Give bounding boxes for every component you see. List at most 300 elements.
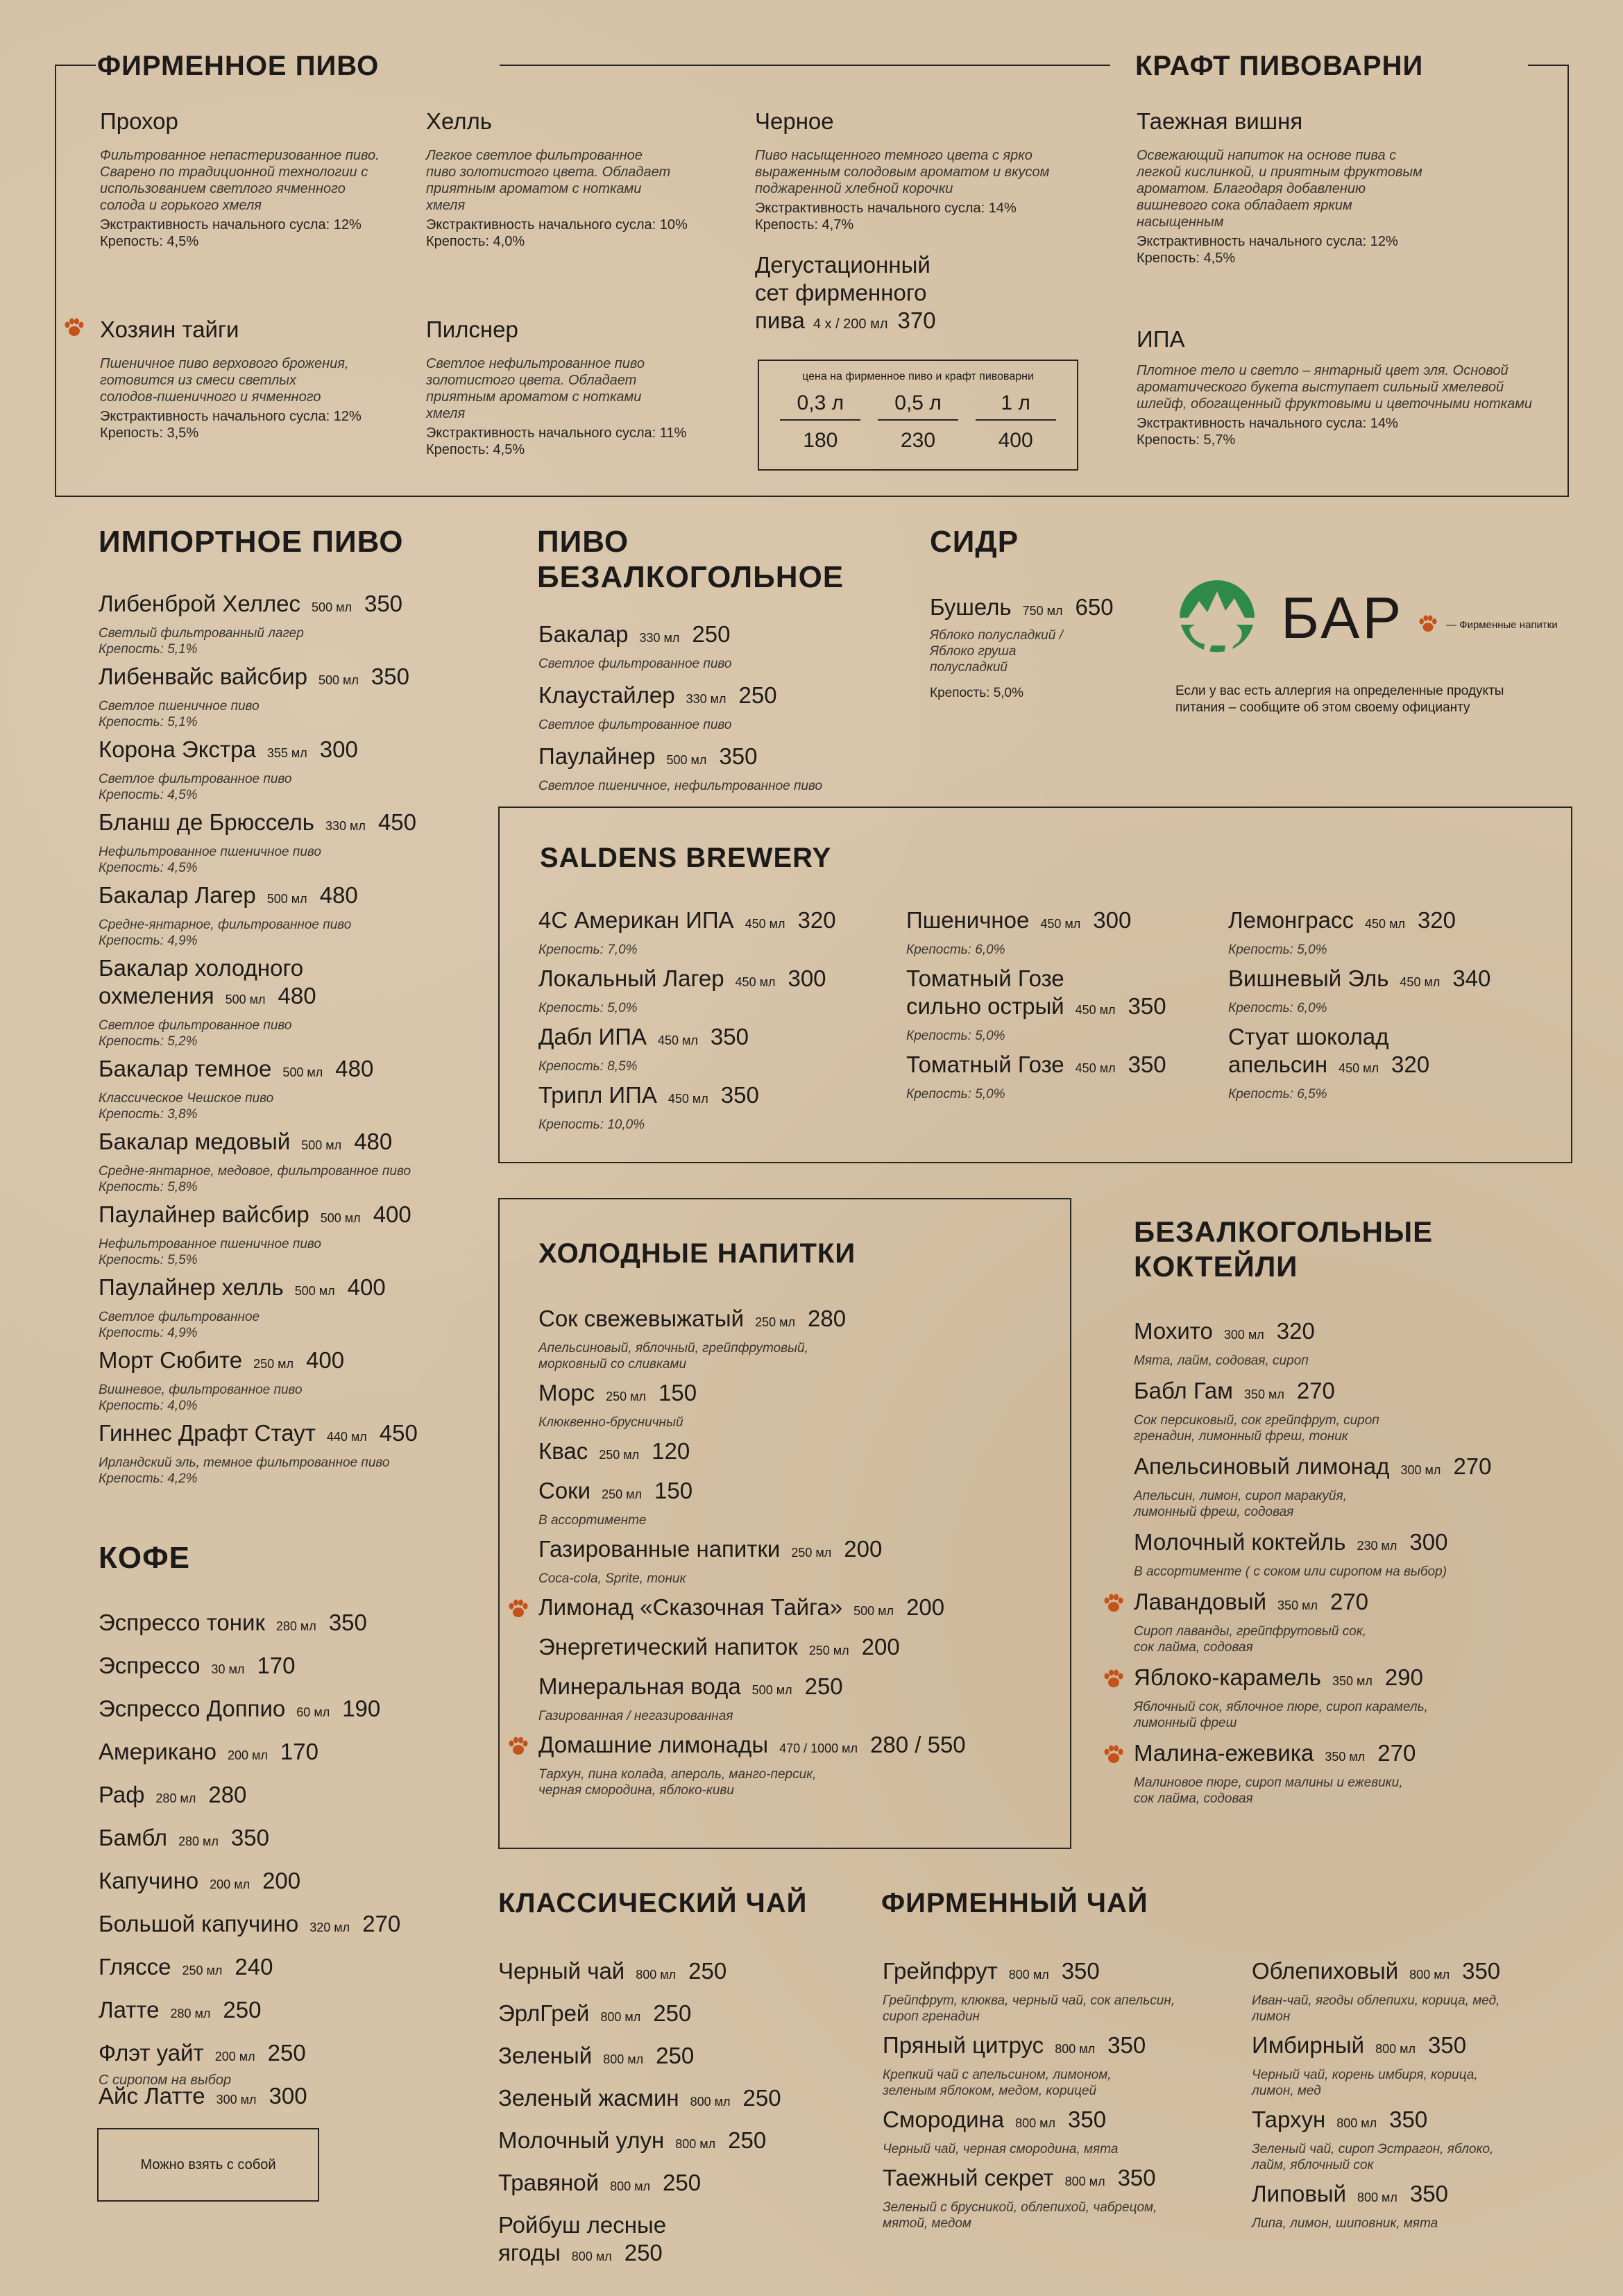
item-name: Липовый: [1252, 2181, 1346, 2206]
item-name: ЭрлГрей: [498, 2000, 590, 2026]
beer-abv: Крепость: 4,5%: [100, 234, 199, 249]
item-volume: 450 мл: [1365, 917, 1405, 931]
menu-item: [99, 1910, 515, 1943]
signature-tea-col-2: [1252, 1957, 1578, 2238]
item-volume: 280 мл: [155, 1791, 196, 1805]
item-row: [538, 1673, 1052, 1705]
item-row: [99, 1953, 515, 1986]
menu-item: [99, 1274, 487, 1341]
item-price: 350: [1117, 2165, 1156, 2191]
menu-item: [1134, 1453, 1578, 1520]
item-volume: 230 мл: [1357, 1539, 1397, 1553]
item-price: 270: [1296, 1378, 1335, 1403]
item-volume: 350 мл: [1332, 1674, 1373, 1688]
item-price: 240: [235, 1954, 273, 1980]
classic-tea-title: КЛАССИЧЕСКИЙ ЧАЙ: [498, 1888, 808, 1918]
coffee-title: КОФЕ: [99, 1541, 190, 1575]
item-volume: 450 мл: [735, 975, 776, 989]
item-desc: Крепость: 4,0%: [99, 1399, 198, 1413]
item-price: 350: [1107, 2032, 1146, 2058]
item-row: [1134, 1739, 1578, 1772]
item-name: Грейпфрут: [883, 1958, 998, 1984]
item-price: 400: [347, 1274, 386, 1300]
item-volume: 800 мл: [1409, 1968, 1450, 1982]
item-volume: 450 мл: [658, 1033, 698, 1047]
item-price: 350: [328, 1610, 367, 1635]
item-name: Бакалар: [538, 621, 629, 647]
nonalc-beer-title: [537, 525, 844, 595]
item-price: 350: [1389, 2107, 1428, 2132]
item-volume: 200 мл: [214, 2050, 255, 2063]
item-price: 350: [1462, 1958, 1501, 1984]
menu-item: [99, 2039, 515, 2072]
item-row: [1134, 1453, 1578, 1485]
item-volume: 300 мл: [1223, 1328, 1264, 1342]
item-row: [538, 1633, 1052, 1666]
beer-desc: Светлое нефильтрованное пиво золотистого цвета. Обладает приятным ароматом с нотками хмеля: [426, 356, 645, 421]
menu-item: [538, 1535, 1052, 1587]
item-volume: 200 мл: [210, 1877, 250, 1891]
item-row: [498, 2169, 873, 2202]
item-row: [906, 1051, 1225, 1083]
item-price: 200: [262, 1868, 301, 1893]
item-price: 350: [364, 591, 403, 616]
item-volume: 450 мл: [1400, 975, 1441, 989]
menu-item: [1134, 1377, 1578, 1444]
item-volume: 330 мл: [639, 631, 680, 645]
tasting-line: пива: [755, 307, 805, 333]
beer-extract: Экстрактивность начального сусла: 12%: [1137, 234, 1398, 249]
beer-hell: [426, 108, 724, 250]
bear-logo-icon: [1175, 576, 1259, 659]
item-row: [538, 1594, 1052, 1626]
item-price: 270: [1377, 1740, 1416, 1766]
item-volume: 250 мл: [755, 1315, 796, 1329]
beer-extract: Экстрактивность начального сусла: 10%: [426, 217, 688, 233]
beer-extract: Экстрактивность начального сусла: 14%: [755, 201, 1017, 216]
item-desc: Мята, лайм, содовая, сироп: [1134, 1353, 1309, 1368]
item-name: Морс: [538, 1380, 595, 1406]
menu-item: [1134, 1317, 1578, 1369]
item-price: 250: [688, 1958, 727, 1984]
item-price: 250: [267, 2040, 306, 2066]
item-name: Облепиховый: [1252, 1958, 1399, 1984]
item-row: [99, 1274, 487, 1306]
item-row: [906, 906, 1225, 939]
menu-item: [99, 1609, 515, 1641]
menu-item: [1134, 1588, 1578, 1655]
menu-item: [99, 1953, 515, 1986]
item-volume: 800 мл: [610, 2179, 650, 2193]
item-volume: 250 мл: [606, 1390, 646, 1403]
item-desc: Крепкий чай с апельсином, лимоном,: [883, 2068, 1112, 2082]
item-price: 150: [654, 1478, 693, 1503]
menu-item: [498, 2211, 873, 2272]
item-row: [99, 1695, 515, 1728]
allergy-line: питания – сообщите об этом своему официанту: [1175, 700, 1470, 715]
menu-item: [99, 736, 487, 803]
menu-item: [99, 1652, 515, 1685]
item-desc: черная смородина, яблоко-киви: [538, 1783, 734, 1798]
item-desc: Крепость: 5,0%: [906, 1029, 1005, 1043]
item-volume: 800 мл: [1055, 2042, 1096, 2056]
item-desc: Крепость: 5,8%: [99, 1180, 198, 1195]
item-price: 120: [652, 1438, 690, 1464]
item-row: [99, 1867, 515, 1900]
item-volume: 250 мл: [182, 1964, 223, 1977]
item-desc: лимонный фреш: [1134, 1716, 1237, 1730]
item-price: 350: [1128, 1052, 1166, 1077]
item-desc: Сок персиковый, сок грейпфрут, сироп: [1134, 1413, 1379, 1428]
tasting-price: 370: [897, 307, 936, 333]
item-desc: Тархун, пина колада, апероль, манго-персик,: [538, 1767, 817, 1782]
menu-item: [498, 2084, 873, 2117]
item-name: Раф: [99, 1782, 145, 1807]
item-row: [99, 663, 487, 695]
item-volume: 30 мл: [211, 1662, 245, 1676]
item-price: 250: [656, 2043, 695, 2068]
item-name: Соки: [538, 1478, 591, 1503]
beer-extract: Экстрактивность начального сусла: 11%: [426, 425, 687, 441]
tasting-line: Дегустационный: [755, 252, 931, 278]
beer-name: ИПА: [1137, 326, 1185, 352]
item-price: 400: [306, 1347, 345, 1373]
menu-item: [1252, 2106, 1578, 2173]
item-desc: Вишневое, фильтрованное пиво: [99, 1383, 303, 1397]
item-desc: Крепость: 5,0%: [1228, 943, 1327, 957]
item-desc: В ассортименте: [538, 1513, 647, 1528]
item-desc: Средне-янтарное, медовое, фильтрованное пиво: [99, 1164, 411, 1179]
menu-item: [99, 1824, 515, 1857]
signature-tea-col-1: [883, 1957, 1243, 2238]
item-price: 170: [257, 1653, 296, 1678]
item-name: Бакалар темное: [99, 1056, 272, 1081]
item-row: [538, 965, 899, 997]
imported-beer-list: [99, 590, 487, 1492]
item-name: Молочный коктейль: [1134, 1529, 1346, 1555]
item-row: [99, 1419, 487, 1452]
item-volume: 450 мл: [1075, 1061, 1116, 1075]
item-row: [99, 1055, 487, 1088]
size-label: 0,5 л: [878, 391, 958, 421]
item-row: [538, 1477, 1052, 1510]
menu-item: [883, 2106, 1243, 2157]
allergy-notice: [1175, 683, 1504, 716]
item-row: [99, 809, 487, 841]
title-line: БЕЗАЛКОГОЛЬНОЕ: [537, 559, 844, 594]
item-name: Вишневый Эль: [1228, 965, 1389, 991]
item-volume: 280 мл: [178, 1834, 219, 1848]
item-name: Зеленый жасмин: [498, 2085, 679, 2111]
size-price: 180: [803, 429, 838, 452]
item-desc: Малиновое пюре, сироп малины и ежевики,: [1134, 1775, 1403, 1790]
item-name: Лимонад «Сказочная Тайга»: [538, 1594, 843, 1620]
item-row: [883, 2032, 1243, 2064]
beer-ipa: [1137, 326, 1539, 448]
item-name: Бакалар Лагер: [99, 882, 256, 908]
coffee-list: [99, 1609, 515, 2125]
item-price: 280: [208, 1782, 247, 1807]
price-table: [758, 360, 1078, 471]
craft-title: КРАФТ ПИВОВАРНИ: [1135, 51, 1424, 81]
item-desc: Крепость: 5,5%: [99, 1253, 198, 1267]
item-name: Паулайнер: [538, 743, 656, 769]
paw-icon: [64, 318, 85, 337]
item-desc: Крепость: 5,2%: [99, 1034, 198, 1049]
item-name: Бушель: [930, 594, 1012, 620]
item-desc: морковный со сливками: [538, 1357, 687, 1371]
item-price: 400: [373, 1201, 411, 1227]
brand-wordmark: БАР: [1281, 585, 1404, 650]
menu-item: [538, 1437, 1052, 1470]
item-price: 250: [804, 1673, 843, 1699]
item-price: 340: [1452, 965, 1491, 991]
item-row: [1228, 906, 1561, 939]
item-volume: 320 мл: [309, 1921, 350, 1934]
item-volume: 250 мл: [602, 1487, 642, 1501]
beer-pilsner: [426, 316, 724, 458]
item-desc: Светлое фильтрованное пиво: [99, 772, 292, 786]
menu-item: [1252, 1957, 1578, 2025]
item-volume: 500 мл: [853, 1604, 894, 1618]
item-name: Трипл ИПА: [538, 1082, 657, 1108]
beer-khozyain-taigi: [100, 316, 398, 441]
item-volume: 200 мл: [227, 1748, 268, 1762]
menu-item: [99, 663, 487, 730]
cold-drinks-list: [538, 1305, 1052, 1805]
item-price: 350: [710, 1024, 749, 1049]
item-row: [99, 1201, 487, 1233]
item-volume: 500 мл: [294, 1284, 335, 1298]
item-desc: Крепость: 4,2%: [99, 1471, 198, 1486]
item-name: Смородина: [883, 2107, 1005, 2132]
item-row: [1134, 1528, 1578, 1561]
item-desc: Клюквенно-брусничный: [538, 1415, 683, 1430]
signature-beer-title: ФИРМЕННОЕ ПИВО: [97, 51, 380, 81]
item-volume: 250 мл: [599, 1448, 640, 1462]
item-name: Паулайнер хелль: [99, 1274, 284, 1300]
item-price: 480: [354, 1129, 393, 1154]
menu-item: [538, 621, 927, 672]
item-row: [1134, 1588, 1578, 1621]
beer-abv: Крепость: 4,0%: [426, 234, 525, 249]
item-price: 320: [1417, 907, 1456, 933]
item-desc: Апельсин, лимон, сироп маракуйя,: [1134, 1489, 1347, 1503]
item-row: [883, 1957, 1243, 1990]
item-volume: 800 мл: [571, 2249, 612, 2263]
item-desc: лимон, мед: [1252, 2084, 1321, 2098]
menu-item: [99, 1201, 487, 1268]
item-row: [99, 1996, 515, 2029]
takeaway-badge: Можно взять с собой: [97, 2128, 319, 2202]
item-desc: Крепость: 7,0%: [538, 943, 638, 957]
item-price: 250: [662, 2170, 702, 2195]
menu-item: [99, 809, 487, 876]
saldens-col-2: [906, 906, 1225, 1109]
item-desc: Апельсиновый, яблочный, грейпфрутовый,: [538, 1341, 808, 1356]
item-desc: Светлое фильтрованное пиво: [538, 657, 732, 671]
item-name: Корона Экстра: [99, 736, 256, 762]
item-price: 200: [844, 1536, 883, 1562]
menu-item: [538, 906, 899, 958]
menu-item: [538, 1633, 1052, 1666]
item-volume: 450 мл: [1075, 1003, 1116, 1017]
item-desc: мятой, медом: [883, 2216, 971, 2231]
item-volume: 800 мл: [1015, 2116, 1056, 2130]
item-volume: 60 мл: [296, 1705, 330, 1719]
menu-item: [538, 682, 927, 733]
item-volume: 500 мл: [318, 673, 359, 687]
item-price: 320: [1391, 1052, 1430, 1077]
item-price: 190: [342, 1696, 381, 1721]
menu-item: [1252, 2180, 1578, 2231]
item-volume: 450 мл: [668, 1092, 708, 1106]
item-desc: Классическое Чешское пиво: [99, 1091, 274, 1106]
saldens-col-3: [1228, 906, 1561, 1109]
item-name: Травяной: [498, 2170, 600, 2195]
item-volume: 800 мл: [1008, 1968, 1049, 1982]
item-price: 350: [1128, 993, 1166, 1019]
tasting-set: [755, 251, 936, 338]
beer-extract: Экстрактивность начального сусла: 12%: [100, 217, 362, 233]
beer-desc: Легкое светлое фильтрованное пиво золотистого цвета. Обладает приятным ароматом с нотками хмеля: [426, 148, 671, 213]
item-volume: 800 мл: [603, 2052, 644, 2066]
item-desc: Крепость: 5,0%: [538, 1001, 638, 1015]
item-desc: полусладкий: [930, 660, 1008, 675]
item-row: [99, 2039, 515, 2072]
item-price: 250: [223, 1997, 262, 2023]
paw-icon: [1418, 615, 1438, 633]
item-price: 280 / 550: [870, 1732, 966, 1757]
item-name: Большой капучино: [99, 1911, 299, 1936]
item-desc: Иван-чай, ягоды облепихи, корица, мед,: [1252, 1993, 1500, 2008]
paw-icon: [1103, 1594, 1124, 1613]
item-price: 350: [1428, 2032, 1467, 2058]
item-price: 350: [230, 1825, 269, 1850]
item-row: [498, 2239, 873, 2272]
menu-item: [99, 1867, 515, 1900]
item-price: 450: [379, 1420, 418, 1446]
item-name: Лемонграсс: [1228, 907, 1354, 933]
item-price: 150: [658, 1380, 697, 1406]
item-price: 480: [319, 882, 358, 908]
size-label: 0,3 л: [780, 391, 860, 421]
paw-icon: [1103, 1745, 1124, 1764]
classic-tea-list: [498, 1957, 873, 2281]
item-name: Бакалар медовый: [99, 1129, 291, 1154]
item-desc: Крепость: 10,0%: [538, 1117, 645, 1132]
item-volume: 500 мл: [320, 1211, 361, 1225]
beer-abv: Крепость: 4,5%: [426, 442, 525, 457]
item-row: [498, 2084, 873, 2117]
beer-abv: Крепость: 3,5%: [100, 425, 199, 441]
mocktails-list: [1134, 1317, 1578, 1815]
item-name: Яблоко-карамель: [1134, 1664, 1321, 1690]
item-volume: 800 мл: [1375, 2042, 1416, 2056]
item-abv: Крепость: 5,0%: [930, 686, 1024, 700]
item-desc: сок лайма, содовая: [1134, 1640, 1253, 1655]
item-row: [883, 2164, 1243, 2197]
item-price: 250: [728, 2127, 767, 2153]
menu-item: [538, 1673, 1052, 1724]
beer-name: Хелль: [426, 108, 492, 134]
menu-item: [99, 881, 487, 949]
size-price: 230: [900, 429, 936, 452]
beer-abv: Крепость: 4,5%: [1137, 251, 1236, 266]
item-row: [1228, 1051, 1561, 1083]
item-price: 300: [1409, 1529, 1448, 1555]
item-name: Домашние лимонады: [538, 1732, 769, 1757]
item-price: 200: [861, 1634, 900, 1660]
item-price: 350: [1409, 2181, 1448, 2206]
item-name: Локальный Лагер: [538, 965, 724, 991]
item-name: Дабл ИПА: [538, 1024, 647, 1049]
beer-extract: Экстрактивность начального сусла: 12%: [100, 409, 362, 424]
item-price: 350: [371, 664, 409, 689]
menu-item: [498, 1957, 873, 1990]
item-volume: 350 мл: [1277, 1598, 1318, 1612]
item-row: [498, 2000, 873, 2032]
item-desc: Нефильтрованное пшеничное пиво: [99, 845, 321, 859]
item-row: [1252, 2106, 1578, 2138]
menu-item: [1134, 1664, 1578, 1731]
beer-name: Черное: [755, 108, 834, 134]
item-row: [99, 881, 487, 914]
item-price: 320: [797, 907, 836, 933]
item-name: Газированные напитки: [538, 1536, 781, 1562]
item-row: [99, 590, 487, 623]
item-price: 350: [1061, 1958, 1100, 1984]
item-row: [99, 1781, 515, 1814]
item-desc: Черный чай, черная смородина, мята: [883, 2142, 1119, 2156]
item-price: 270: [362, 1911, 401, 1936]
coffee-note: С сиропом на выбор: [99, 2073, 232, 2088]
item-desc: Светлое фильтрованное: [99, 1310, 260, 1324]
beer-prokhor: [100, 108, 398, 250]
item-name: Минеральная вода: [538, 1673, 741, 1699]
item-name: Томатный Гозе: [906, 1052, 1064, 1077]
item-desc: Крепость: 5,1%: [99, 715, 198, 729]
size-label: 1 л: [976, 391, 1056, 421]
item-price: 250: [692, 621, 731, 647]
beer-name: Пилснер: [426, 316, 518, 342]
menu-item: [883, 2032, 1243, 2099]
tasting-volume: 4 х / 200 мл: [813, 316, 888, 332]
item-volume: 330 мл: [325, 819, 366, 833]
item-desc: Светлое пшеничное, нефильтрованное пиво: [538, 779, 823, 793]
item-desc: Сироп лаванды, грейпфрутовый сок,: [1134, 1624, 1367, 1639]
menu-item: [99, 1419, 487, 1487]
item-name: Капучино: [99, 1868, 199, 1893]
title-line: ПИВО: [537, 525, 629, 559]
item-volume: 800 мл: [1336, 2116, 1377, 2130]
item-desc: Крепость: 4,5%: [99, 861, 198, 875]
item-price: 200: [906, 1594, 945, 1620]
item-name: охмеления: [99, 983, 214, 1008]
item-price: 650: [1075, 594, 1114, 620]
signature-legend: — Фирменные напитки: [1446, 619, 1558, 631]
menu-item: [906, 965, 1225, 1044]
item-desc: Черный чай, корень имбиря, корица,: [1252, 2068, 1478, 2082]
item-desc: Ирландский эль, темное фильтрованное пиво: [99, 1455, 390, 1470]
item-volume: 500 мл: [282, 1065, 323, 1079]
item-price: 300: [1093, 907, 1132, 933]
item-name: Черный чай: [498, 1958, 625, 1984]
item-desc: Яблочный сок, яблочное пюре, сироп карамель,: [1134, 1700, 1428, 1714]
item-row: [538, 1731, 1052, 1764]
menu-item: [1228, 906, 1561, 958]
title-line: КОКТЕЙЛИ: [1134, 1250, 1298, 1283]
